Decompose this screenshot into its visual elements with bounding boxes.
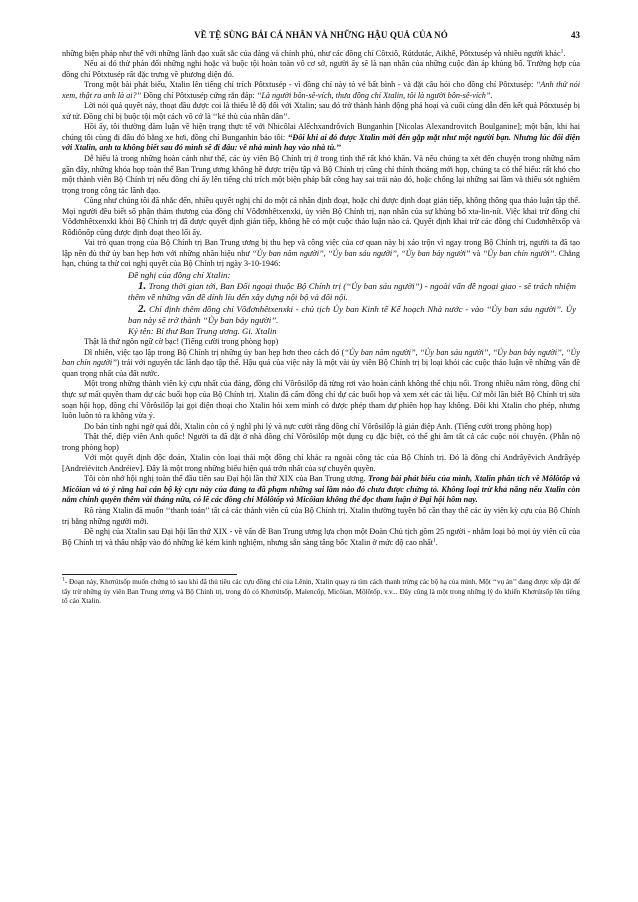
paragraph-14: Với một quyết định độc đoán, Xtalin còn loại thải một đồng chí khác ra ngoài công tác của Bộ Chính trị. Đó là đồng chí Anđrâyêvich Anđrâyép [Andreïévitch Andréiev]. Đây là một trong những biểu hiện quá trớn nhất của sự chuyên quyền. <box>62 453 580 473</box>
paragraph-8: Vai trò quan trọng của Bộ Chính trị Ban Trung ương bị thu hẹp và công việc của cơ quan này bị xáo trộn vì ngay trong Bộ Chính trị, người ta đã tạo lập nên đủ thứ ủy ban hẹp hơn với những nhãn hiệu như ‘‘Ủy ban năm người’’, ‘‘Ủy ban sáu người’’, ‘‘Ủy ban bảy người’’ và ‘‘Ủy ban chín người’’. Chẳng hạn, chúng ta thử coi nghị quyết của Bộ Chính trị ngày 3-10-1946: <box>62 238 580 269</box>
paragraph-13: Thật thế, điệp viên Anh quốc! Người ta đã đặt ở nhà đồng chí Vôrôsilốp một dụng cụ đặc biệt, có thể ghi âm tất cả các cuộc nói chuyện. (Phẫn nộ trong phòng họp) <box>62 432 580 452</box>
page-header <box>62 30 580 41</box>
quote-item-2: 2. Chỉ định thêm đồng chí Vôđơnhêtxenxki - chủ tịch Ủy ban Kinh tế Kế hoạch Nhà nước - vào ‘‘Ủy ban sáu người’’. Ủy ban này sẽ trở thành ‘‘Ủy ban bảy người’’. <box>128 302 576 325</box>
running-title: VỀ TỆ SÙNG BÁI CÁ NHÂN VÀ NHỮNG HẬU QUẢ CỦA NÓ <box>194 30 448 40</box>
paragraph-15: Tôi còn nhớ hội nghị toàn thể đầu tiên sau Đại hội lần thứ XIX của Ban Trung ương. Trong bài phát biểu của mình, Xtalin phân tích về Môlôtốp và Micôian và tỏ ý rằng hai cán bộ kỳ cựu này của đảng ta đã phạm những sai lầm nào đó chưa được chứng tỏ. Không loại trừ khả năng nếu Xtalin còn nắm chính quyền thêm vài tháng nữa, có lẽ các đồng chí Môlôtốp và Micôian không thể đọc tham luận ở Đại hội hôm nay. <box>62 474 580 505</box>
paragraph-3: Trong một bài phát biểu, Xtalin lên tiếng chỉ trích Pôtxtusép - vì đồng chí này tỏ vẻ bất bình - và đặt câu hỏi cho đồng chí Pôtxtusép: ‘‘Anh thử nói xem, thật ra anh là ai?’’ Đồng chí Pôtxtusép cứng rắn đáp: ‘‘Là người bôn-sê-vích, thưa đồng chí Xtalin, tôi là người bôn-sê-vích’’. <box>62 80 580 100</box>
paragraph-4: Lời nói quả quyết này, thoạt đầu được coi là thiếu lễ độ đối với Xtalin; sau đó trở thành hành động phá hoại và cuối cùng dẫn đến kết quả Pôtxtusép bị xử tử. Đồng chí bị buộc tội một cách vô cớ là ‘‘kẻ thù của nhân dân’’. <box>62 101 580 121</box>
footnote-marker: 1 <box>62 576 65 583</box>
paragraph-2: Nếu ai đó thử phản đối những nghi hoặc và buộc tội hoàn toàn vô cơ sở, người ấy sẽ là nạn nhân của những cuộc đàn áp khủng bố. Trường hợp của đồng chí Pôtxtusép rất đặc trưng về phương diện đó. <box>62 59 580 79</box>
footnote: $^1$- Đoạn này, Khơrútsốp muốn chứng tỏ sau khi đã thủ tiêu các cựu đồng chí của Lênin, Xtalin quay ra tìm cách thanh trừng các bộ hạ của mình. Một ‘‘vụ án’’ đang được xếp đặt để tẩy trừ những ủy viên Ban Trung ương và Bộ Chính trị, trong đó có Khơrútsốp, Malencốp, Micôian, Môlôtốp, v.v... Đây cũng là một trong những lý do khiến Khơrútsốp lên tiếng tố cáo Xtalin. <box>62 576 580 605</box>
quote-intro: Đề nghị của đồng chí Xtalin: <box>128 270 231 281</box>
footnote-divider <box>62 574 237 575</box>
paragraph-6: Dễ hiểu là trong những hoàn cảnh như thế, các ủy viên Bộ Chính trị ở trong tình thế rất khó khăn. Và nếu chúng ta xét đến chuyện trong những năm gần đây, những khóa họp toàn thể Ban Trung ương không hề được triệu tập và Bộ Chính trị cũng chỉ thỉnh thoảng mới họp, chúng ta có thể hiểu: rất khó cho một thành viên Bộ Chính trị nếu đồng chí ấy lên tiếng chỉ trích một biện pháp bất công hay sai trái nào đó, hoặc chống lại những sai lầm và thiếu sót nghiêm trọng trong công tác lãnh đạo. <box>62 154 580 195</box>
paragraph-1: những biện pháp như thế với những lãnh đạo xuất sắc của đảng và chính phủ, như các đồng chí Côtxiô, Rútdutác, Aikhê, Pôtxtusép và nhiều người khác$^1$. <box>62 47 566 58</box>
paragraph-17: Đề nghị của Xtalin sau Đại hội lần thứ XIX - về vấn đề Ban Trung ương lựa chọn một Đoàn Chủ tịch gồm 25 người - nhằm loại bỏ mọi ủy viên cũ của Bộ Chính trị và thâu nhập vào đó những kẻ kém kinh nghiệm, nhưng sẵn sàng tâng bốc Xtalin ở mức độ cao nhất$^1$. <box>62 527 580 547</box>
quote-signature: Ký tên: Bí thư Ban Trung ương. Gi. Xtalin <box>128 326 277 337</box>
footnote-ref[interactable]: 1 <box>560 47 564 54</box>
paragraph-12: Do bản tính nghi ngờ quá đỗi, Xtalin còn có ý nghĩ phi lý và nực cười rằng đồng chí Vôrôsilốp là gián điệp Anh. (Tiếng cười trong phòng họp) <box>84 421 552 431</box>
paragraph-11: Một trong những thành viên kỳ cựu nhất của đảng, đồng chí Vôrôsilốp đã từng rơi vào hoàn cảnh không thể chịu nổi. Trong nhiều năm ròng, đồng chí thực sự mất quyền tham dự các buổi họp của Bộ Chính trị. Xtalin đã cấm đồng chí dự các buổi họp và xem xét các tài liệu. Cứ mỗi lần biết Bộ Chính trị sửa soạn hội họp, đồng chí Vôrôsilốp lại gọi điện thoại cho Xtalin hỏi xem mình có được phép tham dự phiên họp hay không. Đôi khi Xtalin cho phép, nhưng luôn luôn tỏ ra không vừa ý. <box>62 379 580 421</box>
paragraph-9: Thật là thứ ngôn ngữ cờ bạc! (Tiếng cười trong phòng họp) <box>84 337 279 347</box>
footnote-ref[interactable]: 1 <box>433 536 436 543</box>
quote-item-1: 1. Trong thời gian tới, Ban Đối ngoại thuộc Bộ Chính trị (‘‘Ủy ban sáu người’’) - ngoài vấn đề ngoại giao - sẽ trách nhiệm thêm về những vấn đề dính líu đến xây dựng nội bộ và đối nội. <box>128 280 576 303</box>
paragraph-5: Hồi ấy, tôi thường đàm luận về hiện trạng thực tế với Nhicôlai Alếchxanđrôvích Bunganhin [Nicolas Alexandrovitch Boulganine]; một bận, khi hai chúng tôi cùng đi đâu đó bằng xe hơi, đồng chí Bunganhin bảo tôi: ‘‘Đôi khi ai đó được Xtalin mời đến gặp mặt như một người bạn. Nhưng lúc đối diện với Xtalin, anh ta không biết sau đó mình sẽ đi đâu: về nhà mình hay vào nhà tù.’’ <box>62 122 580 153</box>
paragraph-10: Dĩ nhiên, việc tạo lập trong Bộ Chính trị những ủy ban hẹp hơn theo cách đó (‘‘Ủy ban năm người’’, ‘‘Ủy ban sáu người’’, ‘‘Ủy ban bảy người’’, ‘‘Ủy ban chín người’’) trái với nguyên tắc lãnh đạo tập thể. Hậu quả của việc này là một vài ủy viên Bộ Chính trị bị loại khỏi các cuộc thảo luận về những vấn đề quan trọng nhất của đất nước. <box>62 347 581 378</box>
page-number: 43 <box>571 30 580 40</box>
paragraph-16: Rõ ràng Xtalin đã muốn ‘‘thanh toán’’ tất cả các thành viên cũ của Bộ Chính trị. Xtalin thường tuyên bố cần thay thế các ủy viên kỳ cựu của Bộ Chính trị bằng những người mới. <box>62 506 580 526</box>
paragraph-7: Cũng như chúng tôi đã nhắc đến, nhiều quyết nghị chỉ do một cá nhân định đoạt, hoặc chỉ được định đoạt gián tiếp, không thông qua thảo luận tập thể. Mọi người đều biết số phận thảm thương của đồng chí Vôđơnhêtxenxki, ủy viên Bộ Chính trị, nạn nhân của sự khủng bố xta-lin-nít. Việc khai trừ đồng chí Vôđơnhêtxenxki khỏi Bộ Chính trị đã được quyết định gián tiếp, không hề có một cuộc thảo luận nào cả. Quyết định khai trừ các đồng chí Cuđơnhêtxốp và Rôđiônốp cũng được định đoạt theo lối ấy. <box>62 196 580 237</box>
document-page <box>62 30 580 606</box>
